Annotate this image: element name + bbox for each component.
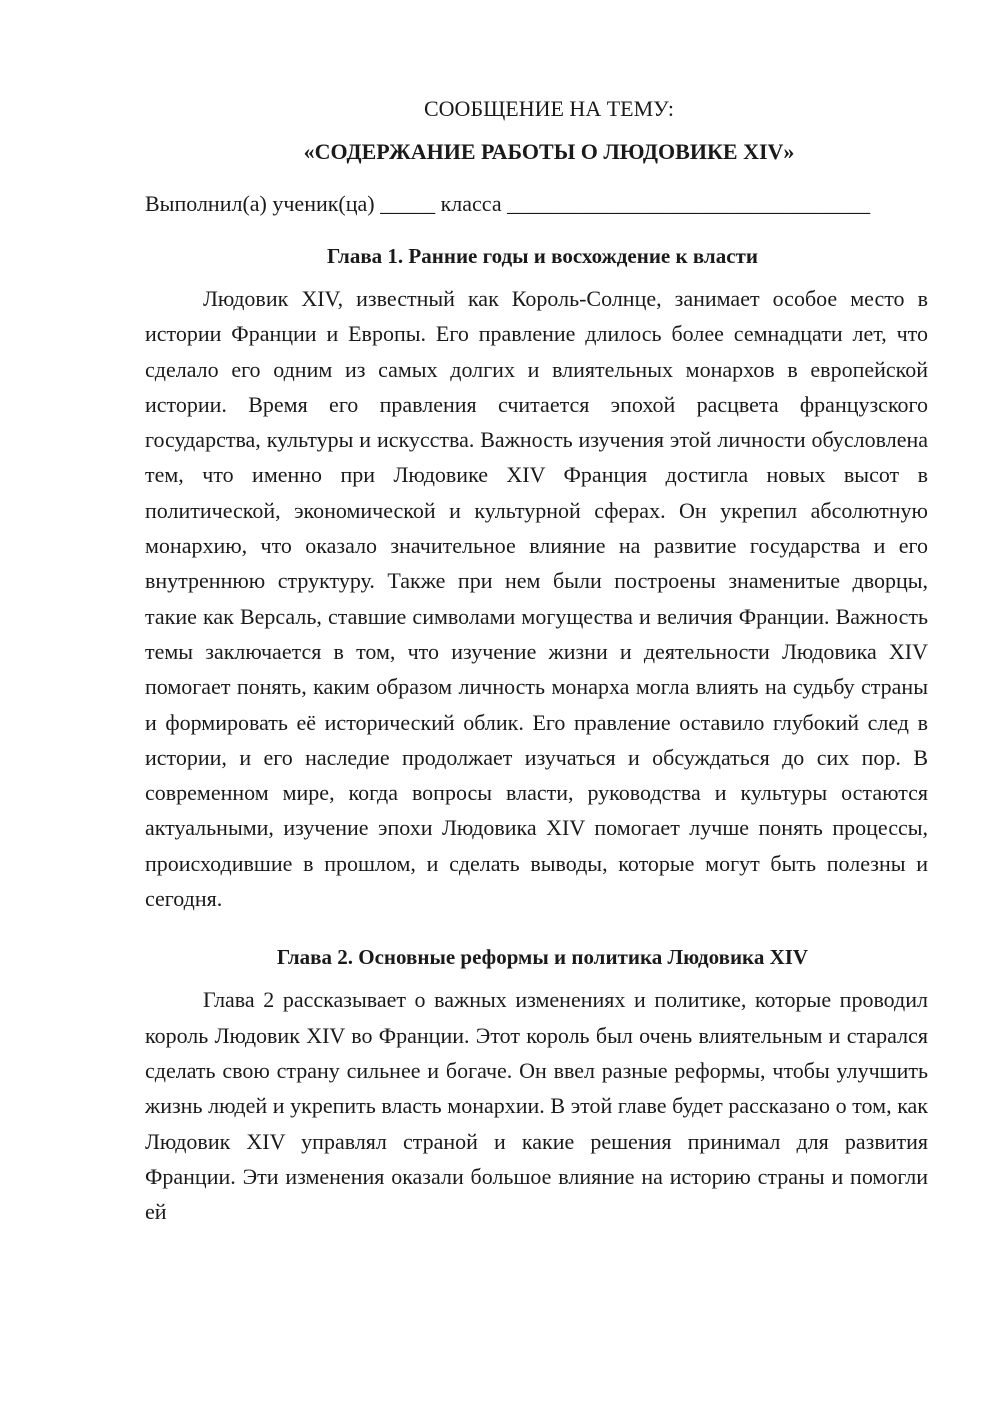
- chapter-2-paragraph: Глава 2 рассказывает о важных изменениях и политике, которые проводил король Людовик XIV во Франции. Этот король был очень влиятельным и старался сделать свою страну сильнее и богаче. Он ввел разные реформы, чтобы улучшить жизнь людей и укрепить власть монархии. В этой главе будет рассказано о том, как Людовик XIV управлял страной и какие решения принимал для развития Франции. Эти изменения оказали большое влияние на историю страны и помогли ей: [145, 987, 928, 1225]
- document-type: СООБЩЕНИЕ НА ТЕМУ:: [424, 96, 674, 121]
- document-page: [145, 92, 928, 1229]
- author-line: Выполнил(а) ученик(ца) _____ класса _________________________________: [145, 191, 871, 216]
- document-title: «СОДЕРЖАНИЕ РАБОТЫ О ЛЮДОВИКЕ XIV»: [303, 139, 795, 164]
- chapter-1-heading: Глава 1. Ранние годы и восхождение к власти: [327, 244, 758, 268]
- chapter-1-paragraph: Людовик XIV, известный как Король-Солнце, занимает особое место в истории Франции и Европы. Его правление длилось более семнадцати лет, что сделало его одним из самых долгих и влиятельных монархов в европейской истории. Время его правления считается эпохой расцвета французского государства, культуры и искусства. Важность изучения этой личности обусловлена тем, что именно при Людовике XIV Франция достигла новых высот в политической, экономической и культурной сферах. Он укрепил абсолютную монархию, что оказало значительное влияние на развитие государства и его внутреннюю структуру. Также при нем были построены знаменитые дворцы, такие как Версаль, ставшие символами могущества и величия Франции. Важность темы заключается в том, что изучение жизни и деятельности Людовика XIV помогает понять, каким образом личность монарха могла влиять на судьбу страны и формировать её исторический облик. Его правление оставило глубокий след в истории, и его наследие продолжает изучаться и обсуждаться до сих пор. В современном мире, когда вопросы власти, руководства и культуры остаются актуальными, изучение эпохи Людовика XIV помогает лучше понять процессы, происходившие в прошлом, и сделать выводы, которые могут быть полезны и сегодня.: [145, 286, 928, 912]
- chapter-2-heading: Глава 2. Основные реформы и политика Людовика XIV: [276, 945, 809, 970]
